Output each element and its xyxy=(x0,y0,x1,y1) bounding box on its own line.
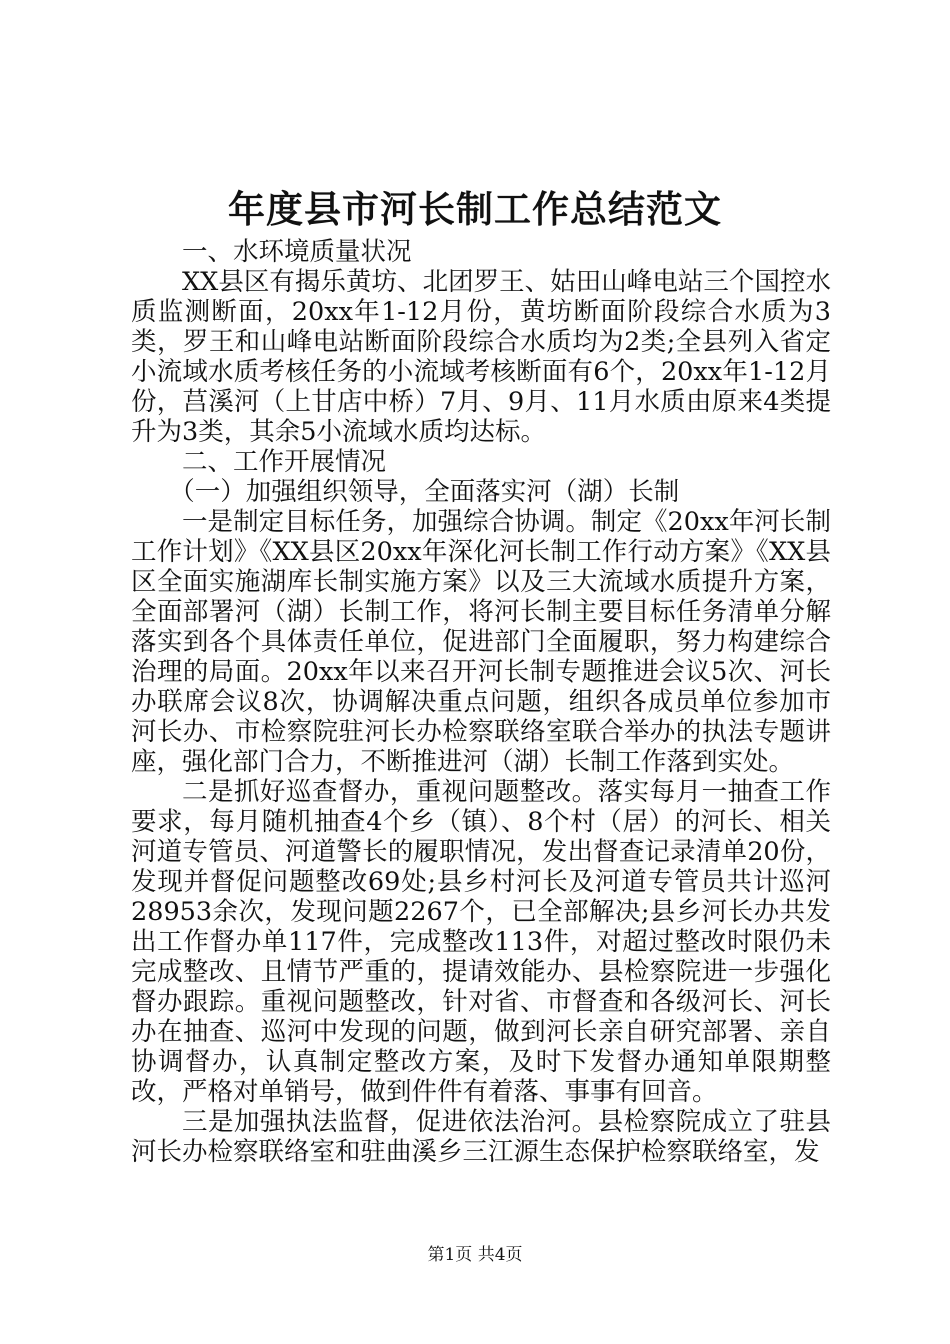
section-heading-1: 一、水环境质量状况 xyxy=(182,237,412,267)
paragraph-enforcement: 三是加强执法监督，促进依法治河。县检察院成立了驻县河长办检察联络室和驻曲溪乡三江源生态保护检察联络室，发 xyxy=(131,1107,831,1167)
document-title: 年度县市河长制工作总结范文 xyxy=(228,187,722,231)
paragraph-targets: 一是制定目标任务，加强综合协调。制定《20xx年河长制工作计划》《XX县区20xx年深化河长制工作行动方案》《XX县区全面实施湖库长制实施方案》以及三大流域水质提升方案，全面部署河（湖）长制工作，将河长制主要目标任务清单分解落实到各个具体责任单位，促进部门全面履职，努力构建综合治理的局面。20xx年以来召开河长制专题推进会议5次、河长办联席会议8次，协调解决重点问题，组织各成员单位参加市河长办、市检察院驻河长办检察联络室联合举办的执法专题讲座，强化部门合力，不断推进河（湖）长制工作落到实处。 xyxy=(131,507,831,777)
subsection-heading-1: （一）加强组织领导，全面落实河（湖）长制 xyxy=(169,477,680,507)
paragraph-water-quality: XX县区有揭乐黄坊、北团罗王、姑田山峰电站三个国控水质监测断面，20xx年1-12月份，黄坊断面阶段综合水质为3类，罗王和山峰电站断面阶段综合水质均为2类;全县列入省定小流域水质考核任务的小流域考核断面有6个，20xx年1-12月份，莒溪河（上甘店中桥）7月、9月、11月水质由原来4类提升为3类，其余5小流域水质均达标。 xyxy=(131,267,831,447)
section-heading-2: 二、工作开展情况 xyxy=(182,447,387,477)
paragraph-inspection: 二是抓好巡查督办，重视问题整改。落实每月一抽查工作要求，每月随机抽查4个乡（镇）、8个村（居）的河长、相关河道专管员、河道警长的履职情况，发出督查记录清单20份，发现并督促问题整改69处;县乡村河长及河道专管员共计巡河28953余次，发现问题2267个，已全部解决;县乡河长办共发出工作督办单117件，完成整改113件，对超过整改时限仍未完成整改、且情节严重的，提请效能办、县检察院进一步强化督办跟踪。重视问题整改，针对省、市督查和各级河长、河长办在抽查、巡河中发现的问题，做到河长亲自研究部署、亲自协调督办，认真制定整改方案，及时下发督办通知单限期整改，严格对单销号，做到件件有着落、事事有回音。 xyxy=(131,777,831,1107)
document-body xyxy=(131,237,831,1167)
page-footer: 第1页 共4页 xyxy=(427,1245,523,1265)
